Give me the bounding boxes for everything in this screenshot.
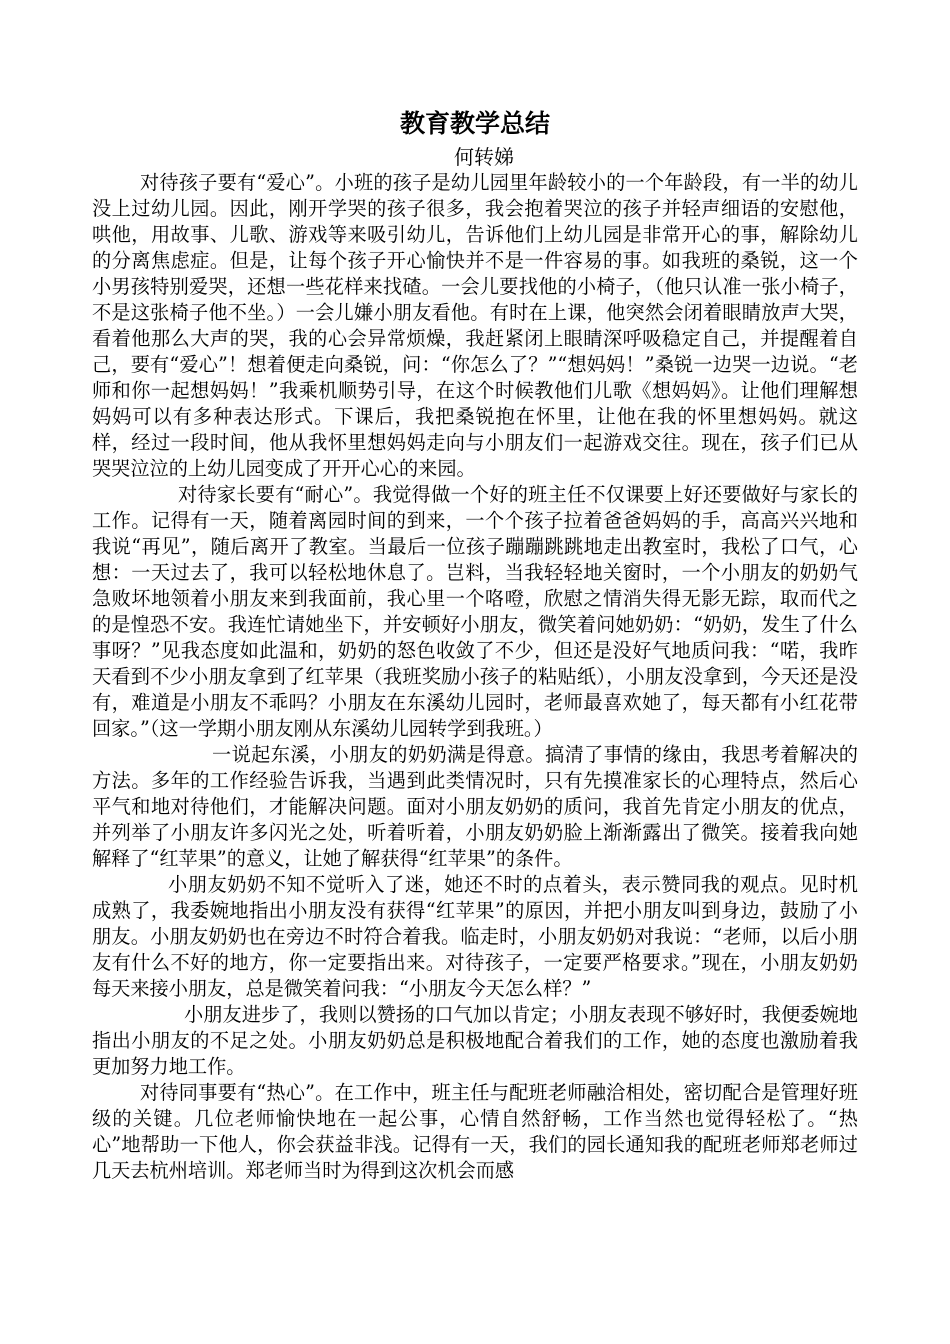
document-page	[92, 104, 858, 1184]
paragraph-dongxi: 一说起东溪，小朋友的奶奶满是得意。搞清了事情的缘由，我思考着解决的方法。多年的工作经验告诉我，当遇到此类情况时，只有先摸准家长的心理特点，然后心平气和地对待他们，才能解决问题。面对小朋友奶奶的质问，我首先肯定小朋友的优点，并列举了小朋友许多闪光之处，听着听着，小朋友奶奶脸上渐渐露出了微笑。接着我向她解释了“红苹果”的意义，让她了解获得“红苹果”的条件。	[92, 743, 858, 870]
paragraph-patience: 对待家长要有“耐心”。我觉得做一个好的班主任不仅课要上好还要做好与家长的工作。记得有一天，随着离园时间的到来，一个个孩子拉着爸爸妈妈的手，高高兴兴地和我说“再见”，随后离开了教室。当最后一位孩子蹦蹦跳跳地走出教室时，我松了口气，心想：一天过去了，我可以轻松地休息了。岂料，当我轻轻地关窗时，一个小朋友的奶奶气急败坏地领着小朋友来到我面前，我心里一个咯噔，欣慰之情消失得无影无踪，取而代之的是惶恐不安。我连忙请她坐下，并安顿好小朋友，微笑着问她奶奶：“奶奶，发生了什么事呀？”见我态度如此温和，奶奶的怒色收敛了不少，但还是没好气地质问我：“喏，我昨天看到不少小朋友拿到了红苹果（我班奖励小孩子的粘贴纸），小朋友没拿到，今天还是没有，难道是小朋友不乖吗？小朋友在东溪幼儿园时，老师最喜欢她了，每天都有小红花带回家。”（这一学期小朋友刚从东溪幼儿园转学到我班。）	[92, 483, 858, 740]
document-author: 何转娣	[454, 145, 514, 169]
paragraph-warmth: 对待同事要有“热心”。在工作中，班主任与配班老师融洽相处，密切配合是管理好班级的关键。几位老师愉快地在一起公事，心情自然舒畅，工作当然也觉得轻松了。“热心”地帮助一下他人，你会获益非浅。记得有一天，我们的园长通知我的配班老师郑老师过几天去杭州培训。郑老师当时为得到这次机会而感	[92, 1081, 858, 1182]
document-title: 教育教学总结	[399, 109, 550, 138]
paragraph-progress: 小朋友进步了，我则以赞扬的口气加以肯定；小朋友表现不够好时，我便委婉地指出小朋友的不足之处。小朋友奶奶总是积极地配合着我们的工作，她的态度也激励着我更加努力地工作。	[92, 1003, 858, 1078]
paragraph-grandma-listens: 小朋友奶奶不知不觉听入了迷，她还不时的点着头，表示赞同我的观点。见时机成熟了，我委婉地指出小朋友没有获得“红苹果”的原因，并把小朋友叫到身边，鼓励了小朋友。小朋友奶奶也在旁边不时符合着我。临走时，小朋友奶奶对我说：“老师，以后小朋友有什么不好的地方，你一定要指出来。对待孩子，一定要严格要求。”现在，小朋友奶奶每天来接小朋友，总是微笑着问我：“小朋友今天怎么样？”	[92, 873, 858, 1000]
paragraph-love: 对待孩子要有“爱心”。小班的孩子是幼儿园里年龄较小的一个年龄段，有一半的幼儿没上过幼儿园。因此，刚开学哭的孩子很多，我会抱着哭泣的孩子并轻声细语的安慰他，哄他，用故事、儿歌、游戏等来吸引幼儿，告诉他们上幼儿园是非常开心的事，解除幼儿的分离焦虑症。但是，让每个孩子开心愉快并不是一件容易的事。如我班的桑锐，这一个小男孩特别爱哭，还想一些花样来找碴。一会儿要找他的小椅子，（他只认准一张小椅子，不是这张椅子他不坐。）一会儿嫌小朋友看他。有时在上课，他突然会闭着眼睛放声大哭，看着他那么大声的哭，我的心会异常烦燥，我赶紧闭上眼睛深呼吸稳定自己，并提醒着自己，要有“爱心”！想着便走向桑锐，问：“你怎么了？”“想妈妈！”桑锐一边哭一边说。“老师和你一起想妈妈！”我乘机顺势引导，在这个时候教他们儿歌《想妈妈》。让他们理解想妈妈可以有多种表达形式。下课后，我把桑锐抱在怀里，让他在我的怀里想妈妈。就这样，经过一段时间，他从我怀里想妈妈走向与小朋友们一起游戏交往。现在，孩子们已从哭哭泣泣的上幼儿园变成了开开心心的来园。	[92, 171, 858, 480]
